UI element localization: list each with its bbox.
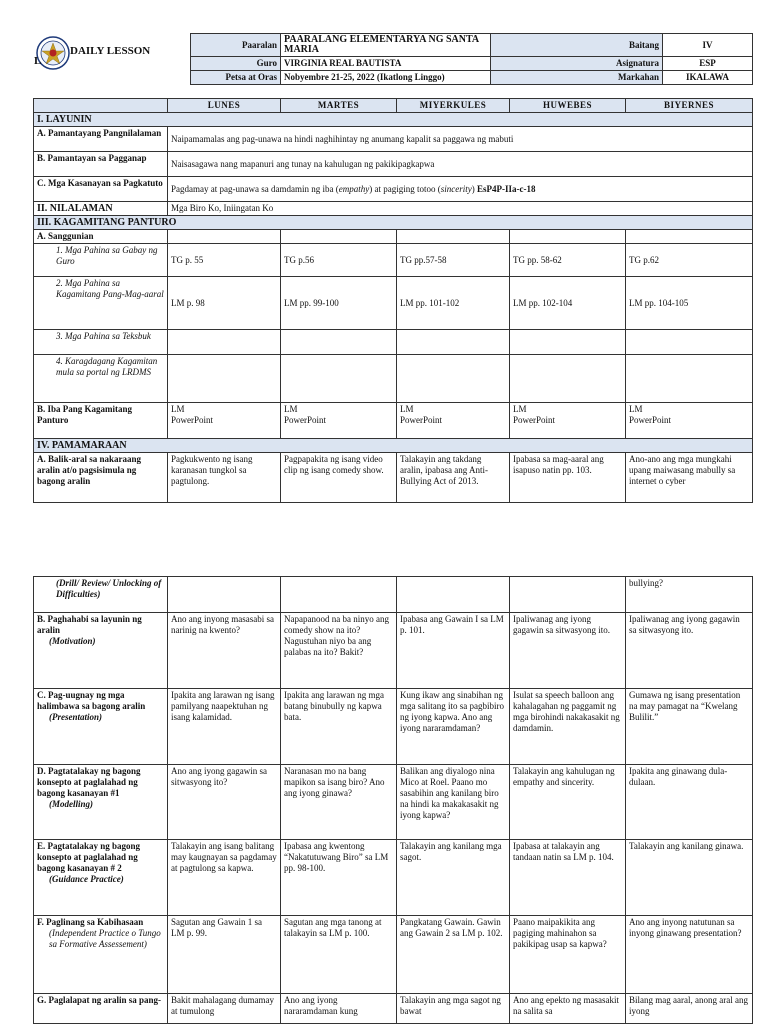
tg-cell: TG p.56 xyxy=(281,244,397,277)
paglinang-cell: Sagutan ang Gawain 1 sa LM p. 99. xyxy=(168,916,281,994)
pag-uugnay-cell: Isulat sa speech balloon ang kahalagahan ng paggamit ng mga birohindi nakakasakit ng damdamin. xyxy=(510,689,626,765)
paglinang-cell: Paano maipakikita ang pagiging mahinahon sa pakikipag usap sa kapwa? xyxy=(510,916,626,994)
pagtatalakay-2-cell: Ipabasa ang kwentong “Nakatutuwang Biro” sa LM pp. 98-100. xyxy=(281,840,397,916)
section-layunin: I. LAYUNIN xyxy=(34,113,753,127)
paghahabi-cell: Ipaliwanag ang iyong gagawin sa sitwasyong ito. xyxy=(510,613,626,689)
pamantayang-pangnilalaman-text: Naipamamalas ang pag-unawa na hindi naghihintay ng anumang kapalit sa paggawa ng mabuti xyxy=(168,127,753,152)
paglalapat-cell: Ano ang iyong nararamdaman kung xyxy=(281,994,397,1024)
balik-aral-cell: Ano-ano ang mga mungkahi upang maiwasang mabully sa internet o cyber xyxy=(626,453,753,503)
paglinang-label: F. Paglinang sa Kabihasaan (Independent Practice o Tungo sa Formative Assessement) xyxy=(34,916,168,994)
kagamitang-mag-aaral-label: 2. Mga Pahina sa Kagamitang Pang-Mag-aaral xyxy=(34,277,168,330)
balik-aral-cell: Talakayin ang takdang aralin, ipabasa ang Anti-Bullying Act of 2013. xyxy=(397,453,510,503)
pag-uugnay-cell: Ipakita ang larawan ng isang pamilyang naapektuhan ng isang kalamidad. xyxy=(168,689,281,765)
guro-value: VIRGINIA REAL BAUTISTA xyxy=(281,57,491,71)
pag-uugnay-label: C. Pag-uugnay ng mga halimbawa sa bagong aralin (Presentation) xyxy=(34,689,168,765)
baitang-label: Baitang xyxy=(491,34,663,57)
iba-pang-kagamitan-cell: LM PowerPoint xyxy=(626,403,753,439)
asignatura-label: Asignatura xyxy=(491,57,663,71)
nilalaman-text: Mga Biro Ko, Iniingatan Ko xyxy=(168,202,753,216)
pamantayan-sa-pagganap-label: B. Pamantayan sa Pagganap xyxy=(34,152,168,177)
pagtatalakay-1-cell: Naranasan mo na bang mapikon sa isang biro? Ano ang iyong ginawa? xyxy=(281,765,397,840)
lm-cell: LM pp. 99-100 xyxy=(281,277,397,330)
paglinang-cell: Ano ang inyong natutunan sa inyong ginawang presentation? xyxy=(626,916,753,994)
pamantayang-pangnilalaman-label: A. Pamantayang Pangnilalaman xyxy=(34,127,168,152)
paglalapat-label: G. Paglalapat ng aralin sa pang- xyxy=(34,994,168,1024)
paglalapat-cell: Talakayin ang mga sagot ng bawat xyxy=(397,994,510,1024)
pagtatalakay-2-label: E. Pagtatalakay ng bagong konsepto at paglalahad ng bagong kasanayan # 2 (Guidance Practice) xyxy=(34,840,168,916)
day-header-biyernes: BIYERNES xyxy=(626,99,753,113)
pagtatalakay-1-cell: Talakayin ang kahulugan ng empathy and sincerity. xyxy=(510,765,626,840)
pag-uugnay-cell: Ipakita ang larawan ng mga batang binubully ng kapwa bata. xyxy=(281,689,397,765)
paghahabi-cell: Napapanood na ba ninyo ang comedy show na ito? Nagustuhan niyo ba ang palabas na ito? Bakit? xyxy=(281,613,397,689)
pagtatalakay-2-cell: Ipabasa at talakayin ang tandaan natin sa LM p. 104. xyxy=(510,840,626,916)
pagtatalakay-1-cell: Ipakita ang ginawang dula-dulaan. xyxy=(626,765,753,840)
iba-pang-kagamitan-cell: LM PowerPoint xyxy=(168,403,281,439)
guro-label: Guro xyxy=(191,57,281,71)
lesson-table-top xyxy=(33,98,753,503)
balik-aral-cell: Pagpapakita ng isang video clip ng isang comedy show. xyxy=(281,453,397,503)
balik-aral-cell: bullying? xyxy=(626,577,753,613)
markahan-label: Markahan xyxy=(491,71,663,85)
pagtatalakay-2-cell: Talakayin ang kanilang mga sagot. xyxy=(397,840,510,916)
pagtatalakay-1-cell: Balikan ang diyalogo nina Mico at Roel. Paano mo sasabihin ang kanilang biro na hindi ka makakasakit ng iyong kapwa? xyxy=(397,765,510,840)
lesson-table-bottom xyxy=(33,576,753,1024)
teksbuk-label: 3. Mga Pahina sa Teksbuk xyxy=(34,330,168,355)
paglalapat-cell: Ano ang epekto ng masasakit na salita sa xyxy=(510,994,626,1024)
balik-aral-cell: Ipabasa sa mag-aaral ang isapuso natin pp. 103. xyxy=(510,453,626,503)
tg-cell: TG p.62 xyxy=(626,244,753,277)
asignatura-value: ESP xyxy=(663,57,753,71)
day-header-huwebes: HUWEBES xyxy=(510,99,626,113)
pagtatalakay-2-cell: Talakayin ang kanilang ginawa. xyxy=(626,840,753,916)
paaralan-value: PAARALANG ELEMENTARYA NG SANTA MARIA xyxy=(281,34,491,57)
iba-pang-kagamitan-cell: LM PowerPoint xyxy=(281,403,397,439)
balik-aral-label: A. Balik-aral sa nakaraang aralin at/o pagsisimula ng bagong aralin xyxy=(34,453,168,503)
title-prefix: L xyxy=(34,55,42,67)
mga-kasanayan-text: Pagdamay at pag-unawa sa damdamin ng iba (empathy) at pagiging totoo (sincerity) EsP4P-IIa-c-18 xyxy=(168,177,753,202)
day-header-martes: MARTES xyxy=(281,99,397,113)
tg-cell: TG pp.57-58 xyxy=(397,244,510,277)
header-table xyxy=(190,33,753,85)
lm-cell: LM pp. 104-105 xyxy=(626,277,753,330)
pag-uugnay-cell: Gumawa ng isang presentation na may pamagat na “Kwelang Bulilit.” xyxy=(626,689,753,765)
drill-review-label: (Drill/ Review/ Unlocking of Difficulties) xyxy=(34,577,168,613)
petsa-label: Petsa at Oras xyxy=(191,71,281,85)
section-nilalaman: II. NILALAMAN xyxy=(34,202,168,216)
section-pamamaraan: IV. PAMAMARAAN xyxy=(34,439,753,453)
sanggunian-label: A. Sanggunian xyxy=(34,230,168,244)
lm-cell: LM p. 98 xyxy=(168,277,281,330)
paaralan-label: Paaralan xyxy=(191,34,281,57)
paghahabi-cell: Ipabasa ang Gawain I sa LM p. 101. xyxy=(397,613,510,689)
pamantayan-sa-pagganap-text: Naisasagawa nang mapanuri ang tunay na kahulugan ng pakikipagkapwa xyxy=(168,152,753,177)
section-kagamitan: III. KAGAMITANG PANTURO xyxy=(34,216,753,230)
baitang-value: IV xyxy=(663,34,753,57)
mga-kasanayan-label: C. Mga Kasanayan sa Pagkatuto xyxy=(34,177,168,202)
tg-cell: TG pp. 58-62 xyxy=(510,244,626,277)
gabay-guro-label: 1. Mga Pahina sa Gabay ng Guro xyxy=(34,244,168,277)
petsa-value: Nobyembre 21-25, 2022 (Ikatlong Linggo) xyxy=(281,71,491,85)
paglalapat-cell: Bakit mahalagang dumamay at tumulong xyxy=(168,994,281,1024)
pag-uugnay-cell: Kung ikaw ang sinabihan ng mga salitang ito sa pagbibiro ng iyong kapwa. Ano ang iyong nararamdaman? xyxy=(397,689,510,765)
competency-code: EsP4P-IIa-c-18 xyxy=(476,183,536,194)
day-header-miyerkules: MIYERKULES xyxy=(397,99,510,113)
day-header-lunes: LUNES xyxy=(168,99,281,113)
tg-cell: TG p. 55 xyxy=(168,244,281,277)
lm-cell: LM pp. 101-102 xyxy=(397,277,510,330)
lm-cell: LM pp. 102-104 xyxy=(510,277,626,330)
iba-pang-kagamitan-cell: LM PowerPoint xyxy=(510,403,626,439)
paglinang-cell: Sagutan ang mga tanong at talakayin sa LM p. 100. xyxy=(281,916,397,994)
pagtatalakay-1-label: D. Pagtatalakay ng bagong konsepto at paglalahad ng bagong kasanayan #1 (Modelling) xyxy=(34,765,168,840)
paglinang-cell: Pangkatang Gawain. Gawin ang Gawain 2 sa LM p. 102. xyxy=(397,916,510,994)
markahan-value: IKALAWA xyxy=(663,71,753,85)
pagtatalakay-1-cell: Ano ang iyong gagawin sa sitwasyong ito? xyxy=(168,765,281,840)
lrdms-label: 4. Karagdagang Kagamitan mula sa portal ng LRDMS xyxy=(34,355,168,403)
paghahabi-label: B. Paghahabi sa layunin ng aralin (Motivation) xyxy=(34,613,168,689)
iba-pang-kagamitan-cell: LM PowerPoint xyxy=(397,403,510,439)
pagtatalakay-2-cell: Talakayin ang isang balitang may kaugnayan sa pagdamay at pagtulong sa kapwa. xyxy=(168,840,281,916)
paglalapat-cell: Bilang mag aaral, anong aral ang iyong xyxy=(626,994,753,1024)
document-title: DAILY LESSON xyxy=(70,45,151,57)
paghahabi-cell: Ipaliwanag ang iyong gagawin sa sitwasyong ito. xyxy=(626,613,753,689)
paghahabi-cell: Ano ang inyong masasabi sa narinig na kwento? xyxy=(168,613,281,689)
iba-pang-kagamitan-label: B. Iba Pang Kagamitang Panturo xyxy=(34,403,168,439)
balik-aral-cell: Pagkukwento ng isang karanasan tungkol sa pagtulong. xyxy=(168,453,281,503)
